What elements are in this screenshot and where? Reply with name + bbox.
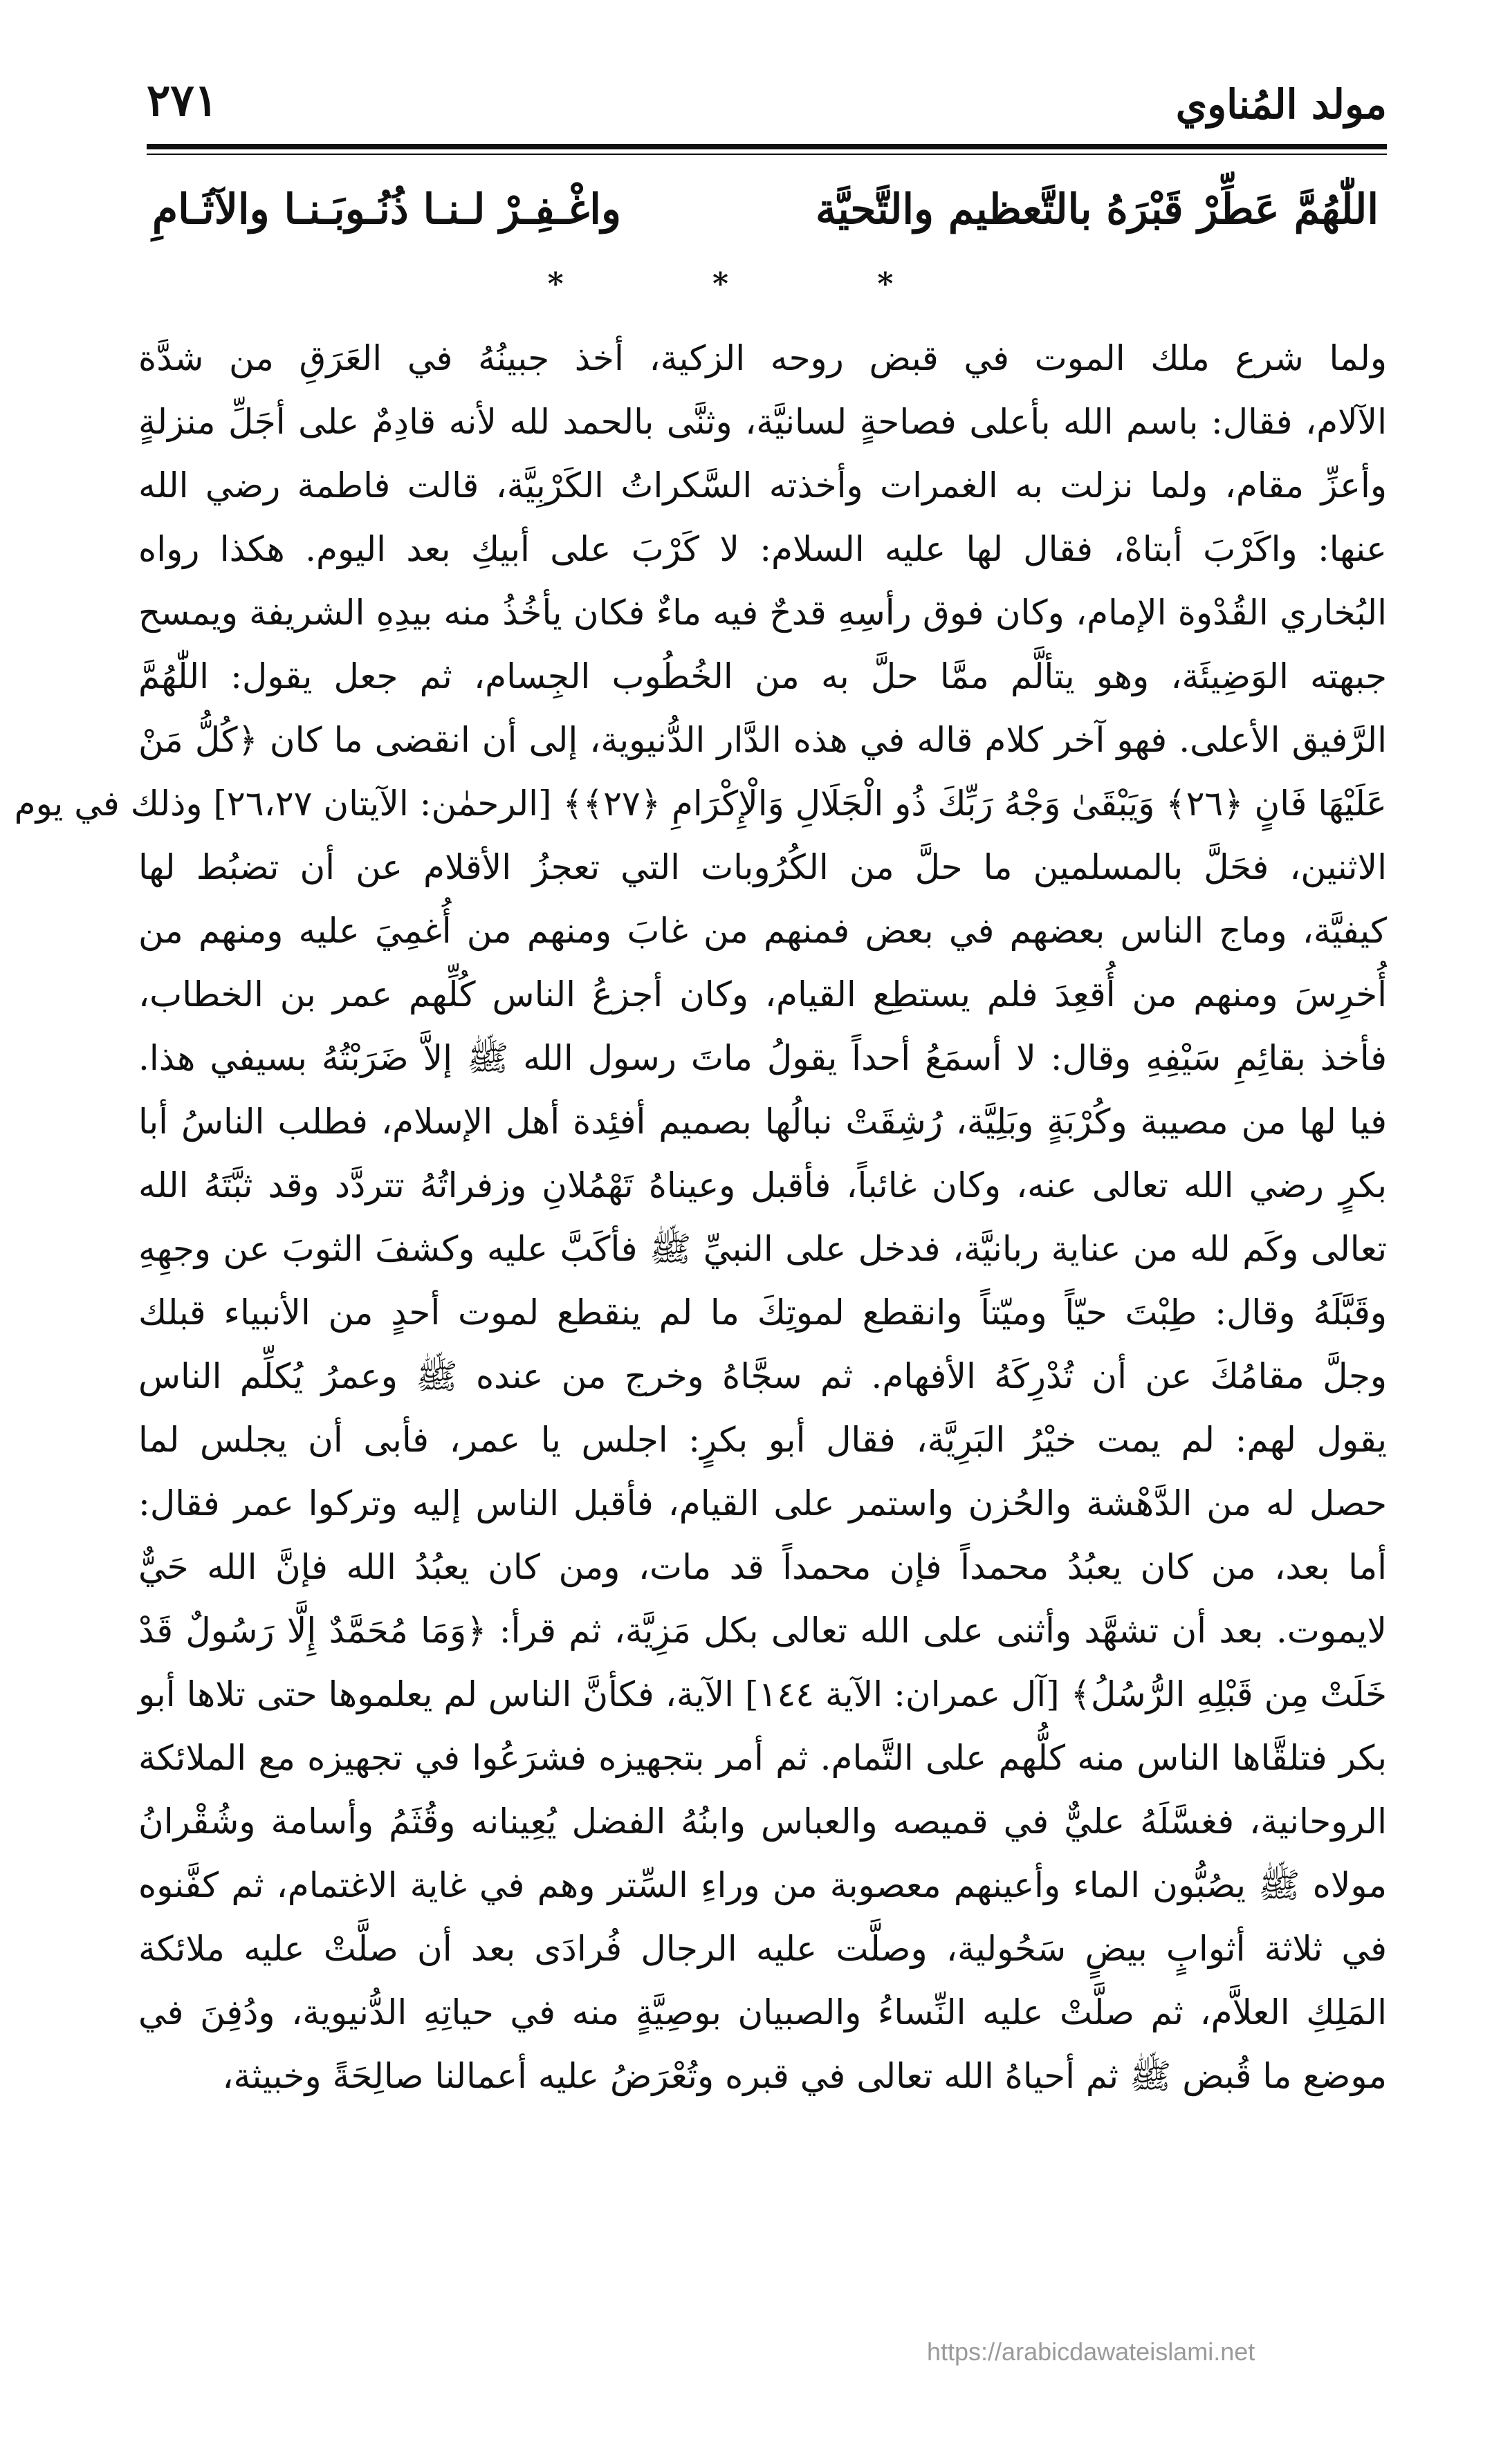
text-line: عَلَيْهَا فَانٍ ﴿٢٦﴾ وَيَبْقَىٰ وَجْهُ رَبِّكَ ذُو الْجَلَالِ وَالْإِكْرَامِ ﴿٢٧﴾﴾ [الرحمٰن: الآيتان ٢٦،٢٧] وذلك في يوم (14, 784, 1387, 824)
text-line: حصل له من الدَّهْشة والحُزن واستمر على القيام، فأقبل الناس إليه وتركوا عمر فقال: (138, 1483, 1387, 1523)
section-separator: * * * (547, 266, 963, 302)
poem-verse (152, 178, 1379, 241)
running-title: مولد المُناوي (1175, 81, 1387, 128)
body-text (14, 326, 1387, 2108)
text-line: موضع ما قُبض ﷺ ثم أحياهُ الله تعالى في قبره وتُعْرَضُ عليه أعمالنا صالِحَةً وخبيثة، (222, 2056, 1387, 2096)
text-line: تعالى وكَم لله من عناية ربانيَّة، فدخل على النبيِّ ﷺ فأكَبَّ عليه وكشفَ الثوبَ عن وجهِهِ (138, 1229, 1387, 1269)
text-line: وأعزِّ مقام، ولما نزلت به الغمرات وأخذته السَّكراتُ الكَرْبِيَّة، قالت فاطمة رضي الله (138, 465, 1387, 506)
text-line: البُخاري القُدْوة الإمام، وكان فوق رأسِهِ قدحٌ فيه ماءٌ فكان يأخُذُ منه بيدِهِ الشريفة ويمسح (138, 593, 1387, 633)
text-line: خَلَتْ مِن قَبْلِهِ الرُّسُلُ﴾ [آل عمران: الآية ١٤٤] الآية، فكأنَّ الناس لم يعلموها حتى تلاها أبو (138, 1674, 1387, 1714)
page-header (147, 64, 1387, 140)
text-line: بكر فتلقَّاها الناس منه كلُّهم على التَّمام. ثم أمر بتجهيزه فشرَعُوا في تجهيزه مع الملائكة (138, 1738, 1387, 1778)
text-line: فأخذ بقائِمِ سَيْفِهِ وقال: لا أسمَعُ أحداً يقولُ ماتَ رسول الله ﷺ إلاَّ ضَرَبْتُهُ بسيفي هذا. (138, 1038, 1387, 1078)
text-line: وجلَّ مقامُكَ عن أن تُدْرِكَهُ الأفهام. ثم سجَّاهُ وخرج من عنده ﷺ وعمرُ يُكلِّم الناس (138, 1356, 1387, 1396)
text-line: أُخرِسَ ومنهم من أُقعِدَ فلم يستطِع القيام، وكان أجزعُ الناس كُلِّهم عمر بن الخطاب، (138, 974, 1387, 1015)
text-line: المَلِكِ العلاَّم، ثم صلَّتْ عليه النِّساءُ والصبيان بوصِيَّةٍ منه في حياتِهِ الدُّنيوية، ودُفِنَ في (138, 1992, 1387, 2032)
text-line: بكرٍ رضي الله تعالى عنه، وكان غائباً، فأقبل وعيناهُ تَهْمُلانِ وزفراتُهُ تتردَّد وقد ثبَّتَهُ الله (138, 1165, 1387, 1205)
text-line: يقول لهم: لم يمت خيْرُ البَرِيَّة، فقال أبو بكرٍ: اجلس يا عمر، فأبى أن يجلس لما (138, 1420, 1387, 1460)
text-line: أما بعد، من كان يعبُدُ محمداً فإن محمداً قد مات، ومن كان يعبُدُ الله فإنَّ الله حَيٌّ (138, 1547, 1387, 1587)
verse-second-hemistich: واغْـفِـرْ لـنـا ذُنُـوبَـنـا والآثَـامِ (152, 185, 621, 234)
header-rule-thin (147, 154, 1387, 155)
text-line: الروحانية، فغسَّلَهُ عليٌّ في قميصه والعباس وابنُهُ الفضل يُعِينانه وقُثَمُ وأسامة وشُقْرانُ (138, 1801, 1387, 1842)
text-line: الآلام، فقال: باسم الله بأعلى فصاحةٍ لسانيَّة، وثنَّى بالحمد لله لأنه قادِمٌ على أجَلِّ منزلةٍ (138, 402, 1387, 442)
text-line: وقَبَّلَهُ وقال: طِبْتَ حيّاً وميّتاً وانقطع لموتِكَ ما لم ينقطع لموت أحدٍ من الأنبياء قبلك (138, 1293, 1387, 1333)
text-line: الرَّفيق الأعلى. فهو آخر كلام قاله في هذه الدَّار الدُّنيوية، إلى أن انقضى ما كان ﴿كُلُّ مَنْ (138, 720, 1387, 760)
text-line: الاثنين، فحَلَّ بالمسلمين ما حلَّ من الكُرُوبات التي تعجزُ الأقلام عن أن تضبُط لها (138, 847, 1387, 887)
text-line: لايموت. بعد أن تشهَّد وأثنى على الله تعالى بكل مَزِيَّة، ثم قرأ: ﴿وَمَا مُحَمَّدٌ إِلَّا رَسُولٌ قَدْ (138, 1611, 1387, 1651)
text-line: في ثلاثة أثوابٍ بيضٍ سَحُولية، وصلَّت عليه الرجال فُرادَى بعد أن صلَّتْ عليه ملائكة (138, 1929, 1387, 1969)
text-line: عنها: واكَرْبَ أبتاهْ، فقال لها عليه السلام: لا كَرْبَ على أبيكِ بعد اليوم. هكذا رواه (138, 529, 1387, 569)
text-line: جبهته الوَضِيئَة، وهو يتألَّم ممَّا حلَّ به من الخُطُوب الجِسام، ثم جعل يقول: اللّٰهُمَّ (138, 656, 1387, 696)
text-line: ولما شرع ملك الموت في قبض روحه الزكية، أخذ جبينُهُ في العَرَقِ من شدَّة (138, 338, 1387, 378)
page-number: ٢٧١ (147, 75, 219, 127)
header-rule-thick (147, 144, 1387, 149)
text-line: مولاه ﷺ يصُبُّون الماء وأعينهم معصوبة من وراءِ السِّتر وهم في غاية الاغتمام، ثم كفَّنوه (138, 1865, 1387, 1905)
verse-first-hemistich: اللّٰهُمَّ عَطِّرْ قَبْرَهُ بالتَّعظيم والتَّحيَّة (815, 185, 1379, 234)
text-line: فيا لها من مصيبة وكُرْبَةٍ وبَلِيَّة، رُشِقَتْ نبالُها بصميم أفئِدة أهل الإسلام، فطلب الناسُ أبا (138, 1102, 1387, 1142)
text-line: كيفيَّة، وماج الناس بعضهم في بعض فمنهم من غابَ ومنهم من أُغمِيَ عليه ومنهم من (138, 911, 1387, 951)
watermark-url: https://arabicdawateislami.net (927, 2337, 1255, 2366)
